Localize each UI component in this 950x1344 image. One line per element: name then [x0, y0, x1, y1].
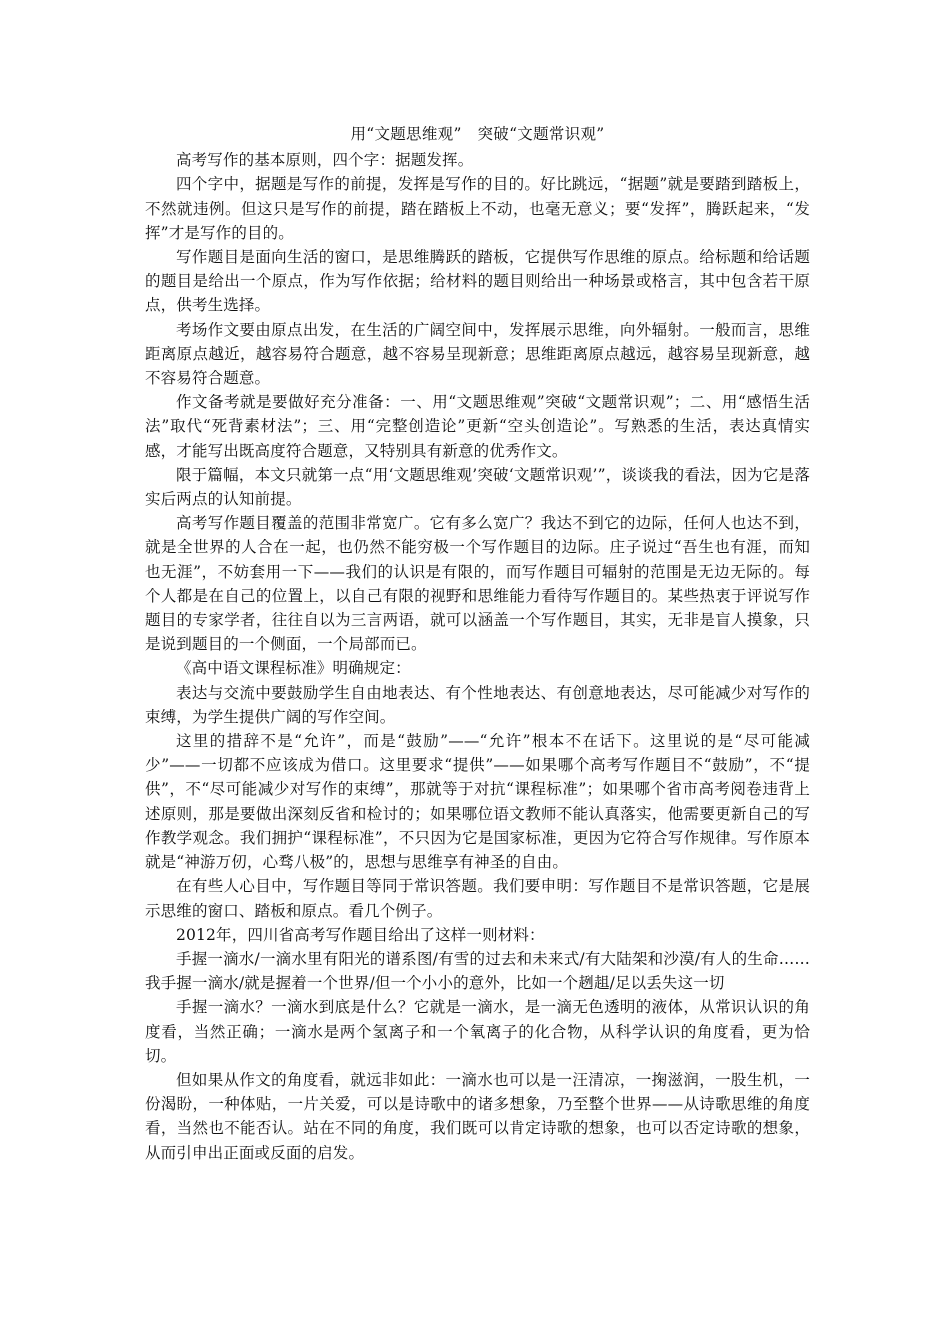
paragraph: 这里的措辞不是“允许”，而是“鼓励”——“允许”根本不在话下。这里说的是“尽可能减少”——一切都不应该成为借口。这里要求“提供”——如果哪个高考写作题目不“鼓励”，不“提供”，不“尽可能减少对写作的束缚”，那就等于对抗“课程标准”；如果哪个省市高考阅卷违背上述原则，那是要做出深刻反省和检讨的；如果哪位语文教师不能认真落实，他需要更新自己的写作教学观念。我们拥护“课程标准”，不只因为它是国家标准，更因为它符合写作规律。写作原本就是“神游万仞，心骛八极”的，思想与思维享有神圣的自由。: [145, 732, 810, 872]
paragraph: 考场作文要由原点出发，在生活的广阔空间中，发挥展示思维，向外辐射。一般而言，思维距离原点越近，越容易符合题意，越不容易呈现新意；思维距离原点越远，越容易呈现新意，越不容易符合题意。: [145, 320, 810, 388]
paragraph: 写作题目是面向生活的窗口，是思维腾跃的踏板，它提供写作思维的原点。给标题和给话题的题目是给出一个原点，作为写作依据；给材料的题目则给出一种场景或格言，其中包含若干原点，供考生选择。: [145, 248, 810, 315]
paragraph: 限于篇幅，本文只就第一点“用‘文题思维观’突破‘文题常识观’”，谈谈我的看法，因为它是落实后两点的认知前提。: [145, 465, 810, 509]
paragraph: 手握一滴水？一滴水到底是什么？它就是一滴水，是一滴无色透明的液体，从常识认识的角度看，当然正确；一滴水是两个氢离子和一个氧离子的化合物，从科学认识的角度看，更为恰切。: [145, 998, 810, 1065]
paragraph: 但如果从作文的角度看，就远非如此：一滴水也可以是一汪清凉，一掬滋润，一股生机，一份渴盼，一种体贴，一片关爱，可以是诗歌中的诸多想象，乃至整个世界——从诗歌思维的角度看，当然也不能否认。站在不同的角度，我们既可以肯定诗歌的想象，也可以否定诗歌的想象，从而引申出正面或反面的启发。: [145, 1070, 810, 1162]
paragraph: 手握一滴水/一滴水里有阳光的谱系图/有雪的过去和未来式/有大陆架和沙漠/有人的生命……我手握一滴水/就是握着一个世界/但一个小小的意外，比如一个趔趄/足以丢失这一切: [145, 949, 810, 993]
paragraph: 高考写作的基本原则，四个字：据题发挥。: [176, 151, 474, 170]
paragraph: 四个字中，据题是写作的前提，发挥是写作的目的。好比跳远，“据题”就是要踏到踏板上，不然就违例。但这只是写作的前提，踏在踏板上不动，也毫无意义；要“发挥”，腾跃起来，“发挥”才是写作的目的。: [145, 175, 810, 242]
paragraph: 作文备考就是要做好充分准备：一、用“文题思维观”突破“文题常识观”；二、用“感悟生活法”取代“死背素材法”；三、用“完整创造论”更新“空头创造论”。写熟悉的生活，表达真情实感，才能写出既高度符合题意，又特别具有新意的优秀作文。: [145, 393, 810, 460]
article-title: 用“文题思维观” 突破“文题常识观”: [350, 125, 605, 143]
paragraph: 高考写作题目覆盖的范围非常宽广。它有多么宽广？我达不到它的边际，任何人也达不到，就是全世界的人合在一起，也仍然不能穷极一个写作题目的边际。庄子说过“吾生也有涯，而知也无涯”，不妨套用一下——我们的认识是有限的，而写作题目可辐射的范围是无边无际的。每个人都是在自己的位置上，以自己有限的视野和思维能力看待写作题目的。某些热衷于评说写作题目的专家学者，往往自以为三言两语，就可以涵盖一个写作题目，其实，无非是盲人摸象，只是说到题目的一个侧面，一个局部而已。: [145, 514, 810, 654]
paragraph: 《高中语文课程标准》明确规定：: [176, 659, 411, 678]
paragraph: 2012年，四川省高考写作题目给出了这样一则材料：: [176, 925, 545, 944]
paragraph: 表达与交流中要鼓励学生自由地表达、有个性地表达、有创意地表达，尽可能减少对写作的束缚，为学生提供广阔的写作空间。: [145, 683, 810, 726]
paragraph: 在有些人心目中，写作题目等同于常识答题。我们要申明：写作题目不是常识答题，它是展示思维的窗口、踏板和原点。看几个例子。: [145, 877, 810, 920]
article-body: [145, 122, 810, 1165]
